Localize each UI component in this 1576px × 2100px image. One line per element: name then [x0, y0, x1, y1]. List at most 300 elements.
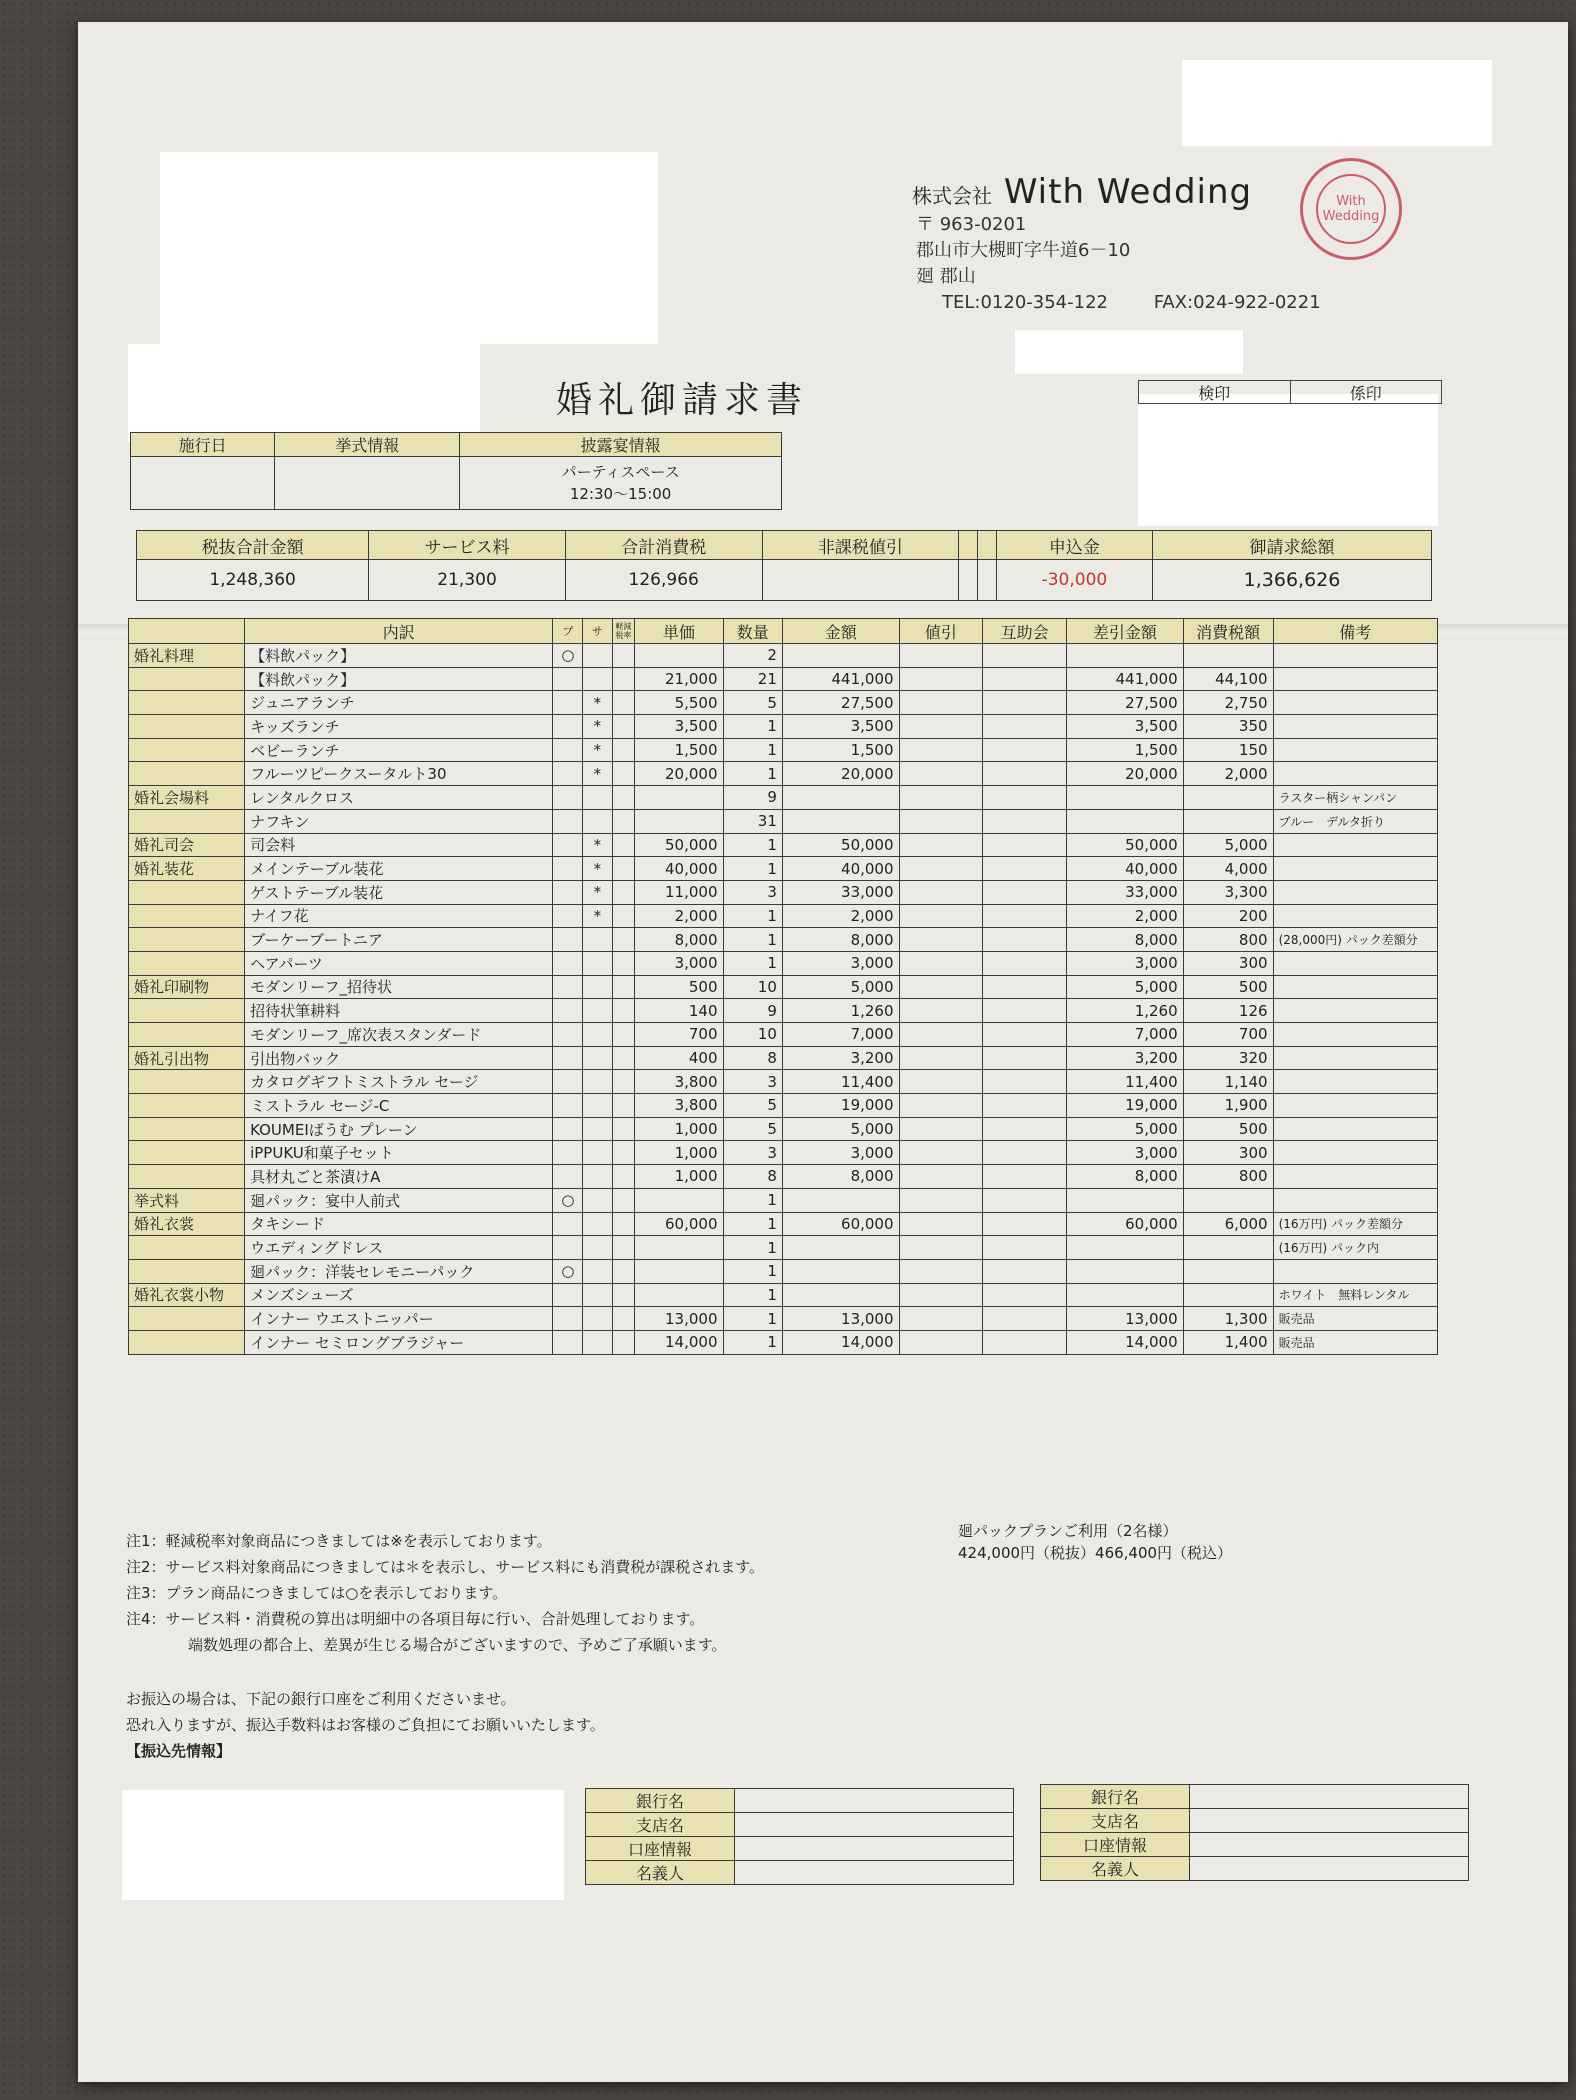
bank-value — [735, 1789, 1014, 1813]
transfer-header: 【振込先情報】 — [126, 1742, 232, 1760]
category-cell — [129, 1259, 245, 1283]
item-cell: 11,400 — [1067, 1070, 1184, 1094]
transfer-info — [126, 1686, 605, 1764]
category-cell — [129, 880, 245, 904]
bank-label: 口座情報 — [1041, 1833, 1190, 1857]
item-cell: モダンリーフ_席次表スタンダード — [245, 1023, 553, 1047]
item-cell: 販売品 — [1273, 1330, 1437, 1354]
item-cell — [635, 1188, 723, 1212]
item-cell: 5,500 — [635, 691, 723, 715]
item-cell — [899, 1283, 983, 1307]
item-cell: 33,000 — [782, 880, 899, 904]
item-cell — [899, 786, 983, 810]
bank-label: 銀行名 — [586, 1789, 735, 1813]
item-cell: 13,000 — [635, 1307, 723, 1331]
item-cell: 8,000 — [782, 1165, 899, 1189]
category-cell — [129, 1023, 245, 1047]
item-cell — [612, 1212, 635, 1236]
item-cell — [612, 999, 635, 1023]
item-cell: 3,800 — [635, 1070, 723, 1094]
redaction-staff — [1015, 330, 1243, 374]
item-cell — [553, 1283, 583, 1307]
table-row — [129, 1070, 1438, 1094]
item-cell — [1273, 1094, 1437, 1118]
item-cell: 31 — [723, 809, 782, 833]
item-cell — [899, 1141, 983, 1165]
item-cell — [1273, 691, 1437, 715]
plan-line-2: 424,000円（税抜）466,400円（税込） — [958, 1544, 1233, 1562]
item-cell — [553, 857, 583, 881]
item-cell: 10 — [723, 1023, 782, 1047]
item-cell — [899, 857, 983, 881]
item-cell: ウエディングドレス — [245, 1236, 553, 1260]
item-cell — [553, 1165, 583, 1189]
item-cell: 7,000 — [1067, 1023, 1184, 1047]
table-row — [129, 833, 1438, 857]
item-cell: * — [583, 738, 612, 762]
item-cell — [983, 857, 1067, 881]
item-cell — [1273, 1070, 1437, 1094]
item-cell — [583, 667, 612, 691]
item-cell: 50,000 — [635, 833, 723, 857]
item-cell — [899, 1188, 983, 1212]
item-cell — [1273, 1023, 1437, 1047]
item-cell — [1273, 1046, 1437, 1070]
item-cell: 400 — [635, 1046, 723, 1070]
item-cell — [553, 738, 583, 762]
item-cell — [899, 1094, 983, 1118]
category-cell — [129, 809, 245, 833]
item-cell: ○ — [553, 1188, 583, 1212]
col-quantity: 数量 — [723, 619, 782, 644]
item-cell: ナフキン — [245, 809, 553, 833]
item-cell — [782, 1283, 899, 1307]
item-cell — [553, 1117, 583, 1141]
item-cell: 300 — [1183, 951, 1273, 975]
item-cell — [612, 1330, 635, 1354]
item-cell — [612, 786, 635, 810]
item-cell — [899, 1330, 983, 1354]
info-header-date: 施行日 — [131, 433, 275, 457]
item-cell — [983, 1212, 1067, 1236]
item-cell: 2,000 — [1183, 762, 1273, 786]
item-cell: メンズシューズ — [245, 1283, 553, 1307]
item-cell — [1273, 1165, 1437, 1189]
col-plan: プ — [553, 619, 583, 644]
category-cell — [129, 1094, 245, 1118]
item-cell: 1,500 — [1067, 738, 1184, 762]
item-cell — [553, 999, 583, 1023]
item-cell — [612, 738, 635, 762]
item-cell — [612, 1188, 635, 1212]
item-cell — [583, 1330, 612, 1354]
item-cell — [983, 715, 1067, 739]
item-cell: 1,000 — [635, 1141, 723, 1165]
item-cell — [983, 1236, 1067, 1260]
item-cell — [983, 1070, 1067, 1094]
note-4: 注4：サービス料・消費税の算出は明細中の各項目毎に行い、合計処理しております。 — [126, 1610, 705, 1628]
item-cell — [899, 904, 983, 928]
item-cell — [899, 1117, 983, 1141]
table-row — [129, 928, 1438, 952]
item-cell — [583, 999, 612, 1023]
item-cell — [1273, 762, 1437, 786]
item-cell — [635, 1283, 723, 1307]
table-row — [129, 1259, 1438, 1283]
company-postal: 〒 963-0201 — [916, 214, 1027, 235]
item-cell: インナー セミロングブラジャー — [245, 1330, 553, 1354]
info-header-ceremony: 挙式情報 — [275, 433, 460, 457]
item-cell — [983, 1023, 1067, 1047]
item-cell: * — [583, 833, 612, 857]
item-cell — [1183, 644, 1273, 668]
item-cell: 1 — [723, 715, 782, 739]
item-cell: 8 — [723, 1046, 782, 1070]
item-cell — [1273, 667, 1437, 691]
item-cell — [612, 880, 635, 904]
item-cell — [899, 691, 983, 715]
item-cell — [983, 1330, 1067, 1354]
bank-value — [1190, 1809, 1469, 1833]
item-cell: 20,000 — [782, 762, 899, 786]
item-cell: 13,000 — [1067, 1307, 1184, 1331]
category-cell — [129, 1236, 245, 1260]
item-cell — [899, 833, 983, 857]
item-cell: 500 — [1183, 975, 1273, 999]
item-cell: * — [583, 857, 612, 881]
item-cell: 60,000 — [782, 1212, 899, 1236]
totals-header-4 — [959, 531, 978, 560]
item-cell — [553, 715, 583, 739]
category-cell: 挙式料 — [129, 1188, 245, 1212]
item-cell — [983, 1094, 1067, 1118]
item-cell: 販売品 — [1273, 1307, 1437, 1331]
item-cell: 50,000 — [782, 833, 899, 857]
item-cell: 1,900 — [1183, 1094, 1273, 1118]
item-cell — [983, 644, 1067, 668]
item-cell — [983, 667, 1067, 691]
item-cell — [583, 928, 612, 952]
notes — [126, 1528, 764, 1658]
category-cell — [129, 928, 245, 952]
item-cell: 1 — [723, 1259, 782, 1283]
item-cell: ○ — [553, 644, 583, 668]
item-cell: 引出物バック — [245, 1046, 553, 1070]
item-cell: 3 — [723, 1141, 782, 1165]
item-cell: 1 — [723, 857, 782, 881]
item-cell — [553, 880, 583, 904]
item-cell — [612, 833, 635, 857]
item-cell — [553, 975, 583, 999]
col-service: サ — [583, 619, 612, 644]
item-cell: 6,000 — [1183, 1212, 1273, 1236]
item-cell: 招待状筆耕料 — [245, 999, 553, 1023]
item-cell — [983, 1259, 1067, 1283]
table-row — [129, 1330, 1438, 1354]
table-row — [129, 715, 1438, 739]
totals-value-2: 126,966 — [565, 560, 762, 601]
item-cell: 19,000 — [782, 1094, 899, 1118]
item-cell: * — [583, 904, 612, 928]
item-cell — [1067, 1236, 1184, 1260]
item-cell — [553, 1046, 583, 1070]
item-cell: ゲストテーブル装花 — [245, 880, 553, 904]
item-cell — [553, 809, 583, 833]
category-cell — [129, 667, 245, 691]
item-cell — [583, 951, 612, 975]
category-cell — [129, 1117, 245, 1141]
item-cell: 2,000 — [782, 904, 899, 928]
item-cell: 3 — [723, 1070, 782, 1094]
table-row — [129, 786, 1438, 810]
item-cell: キッズランチ — [245, 715, 553, 739]
category-cell — [129, 1070, 245, 1094]
col-discount: 値引 — [899, 619, 983, 644]
item-cell: 2,750 — [1183, 691, 1273, 715]
item-cell — [899, 667, 983, 691]
item-cell — [612, 1283, 635, 1307]
item-cell: 具材丸ごと茶漬けA — [245, 1165, 553, 1189]
col-description: 内訳 — [245, 619, 553, 644]
item-cell — [1273, 1188, 1437, 1212]
item-cell — [1183, 809, 1273, 833]
table-row — [129, 1117, 1438, 1141]
item-cell — [983, 1141, 1067, 1165]
item-cell: 3,800 — [635, 1094, 723, 1118]
item-cell: 2,000 — [635, 904, 723, 928]
item-cell: 3,500 — [635, 715, 723, 739]
event-info-table — [130, 432, 782, 510]
item-cell — [899, 880, 983, 904]
item-cell — [983, 951, 1067, 975]
item-cell: 500 — [1183, 1117, 1273, 1141]
item-cell: フルーツピークスータルト30 — [245, 762, 553, 786]
item-cell: iPPUKU和菓子セット — [245, 1141, 553, 1165]
item-cell — [1273, 951, 1437, 975]
item-cell: メインテーブル装花 — [245, 857, 553, 881]
item-cell — [612, 904, 635, 928]
item-cell: 3,200 — [782, 1046, 899, 1070]
item-cell: 3,000 — [1067, 951, 1184, 975]
item-cell: 27,500 — [1067, 691, 1184, 715]
item-cell: 150 — [1183, 738, 1273, 762]
item-cell: タキシード — [245, 1212, 553, 1236]
item-cell: * — [583, 880, 612, 904]
item-cell — [1273, 1117, 1437, 1141]
item-cell: 300 — [1183, 1141, 1273, 1165]
item-cell — [635, 1259, 723, 1283]
item-cell: ジュニアランチ — [245, 691, 553, 715]
item-cell — [553, 1330, 583, 1354]
item-cell — [553, 833, 583, 857]
item-cell — [612, 809, 635, 833]
totals-value-5 — [978, 560, 997, 601]
bank-value — [735, 1837, 1014, 1861]
item-cell: * — [583, 762, 612, 786]
table-row — [129, 1212, 1438, 1236]
table-row — [129, 1165, 1438, 1189]
table-row — [129, 667, 1438, 691]
item-cell — [583, 786, 612, 810]
col-unit-price: 単価 — [635, 619, 723, 644]
item-cell — [583, 644, 612, 668]
col-mutual-aid: 互助会 — [983, 619, 1067, 644]
bank-value — [1190, 1833, 1469, 1857]
item-cell: 1 — [723, 1188, 782, 1212]
item-cell — [899, 644, 983, 668]
item-cell — [1273, 975, 1437, 999]
table-row — [129, 904, 1438, 928]
company-branch: 廻 郡山 — [916, 266, 976, 287]
item-cell: 5 — [723, 1094, 782, 1118]
item-cell: 1,500 — [782, 738, 899, 762]
redaction-recipient-2 — [128, 344, 480, 442]
col-tax: 消費税額 — [1183, 619, 1273, 644]
item-cell: 441,000 — [1067, 667, 1184, 691]
item-cell: 800 — [1183, 928, 1273, 952]
item-cell: 8 — [723, 1165, 782, 1189]
item-cell — [1183, 1283, 1273, 1307]
col-amount: 金額 — [782, 619, 899, 644]
item-cell — [553, 1307, 583, 1331]
totals-header-6: 申込金 — [996, 531, 1152, 560]
redaction-stamps — [1138, 394, 1438, 526]
reception-time: 12:30～15:00 — [569, 485, 672, 503]
item-cell — [553, 951, 583, 975]
item-cell: * — [583, 691, 612, 715]
item-cell: 3,200 — [1067, 1046, 1184, 1070]
item-cell — [983, 928, 1067, 952]
item-cell — [983, 762, 1067, 786]
bank-label: 支店名 — [586, 1813, 735, 1837]
item-cell: 40,000 — [782, 857, 899, 881]
item-cell — [782, 644, 899, 668]
item-cell — [612, 975, 635, 999]
item-cell: 200 — [1183, 904, 1273, 928]
table-row — [129, 1023, 1438, 1047]
item-cell: 1 — [723, 951, 782, 975]
item-cell — [1183, 1259, 1273, 1283]
table-row — [129, 1307, 1438, 1331]
item-cell — [612, 715, 635, 739]
table-row — [129, 1046, 1438, 1070]
category-cell: 婚礼司会 — [129, 833, 245, 857]
item-cell — [612, 1141, 635, 1165]
category-cell — [129, 762, 245, 786]
item-cell: 20,000 — [1067, 762, 1184, 786]
company-address: 郡山市大槻町字牛道6－10 — [916, 240, 1131, 261]
item-cell — [1273, 1141, 1437, 1165]
item-cell: 21,000 — [635, 667, 723, 691]
stamp-boxes — [1138, 380, 1442, 404]
category-cell: 婚礼衣裳 — [129, 1212, 245, 1236]
item-cell — [782, 786, 899, 810]
item-cell: 1,400 — [1183, 1330, 1273, 1354]
item-cell — [1067, 786, 1184, 810]
table-row — [129, 1094, 1438, 1118]
item-cell: 1 — [723, 833, 782, 857]
category-cell: 婚礼会場料 — [129, 786, 245, 810]
item-cell: 60,000 — [1067, 1212, 1184, 1236]
item-cell — [1067, 1259, 1184, 1283]
item-cell: 2,000 — [1067, 904, 1184, 928]
item-cell: 11,000 — [635, 880, 723, 904]
item-cell: ナイフ花 — [245, 904, 553, 928]
item-cell — [899, 951, 983, 975]
item-cell — [553, 904, 583, 928]
item-cell — [553, 1141, 583, 1165]
item-cell: ブーケーブートニア — [245, 928, 553, 952]
item-cell: (28,000円) パック差額分 — [1273, 928, 1437, 952]
item-cell — [983, 738, 1067, 762]
item-cell: (16万円) パック差額分 — [1273, 1212, 1437, 1236]
table-row — [129, 762, 1438, 786]
item-cell: 1 — [723, 1307, 782, 1331]
table-row — [129, 1283, 1438, 1307]
page-title: 婚礼御請求書 — [556, 380, 809, 421]
item-cell — [583, 1117, 612, 1141]
redaction-bank-holder — [122, 1790, 564, 1900]
line-items-table — [128, 618, 1438, 1355]
item-cell — [583, 1212, 612, 1236]
item-cell — [983, 833, 1067, 857]
redaction-recipient — [160, 152, 658, 344]
item-cell: 14,000 — [782, 1330, 899, 1354]
item-cell — [553, 667, 583, 691]
item-cell — [782, 1259, 899, 1283]
item-cell: 司会料 — [245, 833, 553, 857]
item-cell: 廻パック：洋装セレモニーパック — [245, 1259, 553, 1283]
item-cell: ベビーランチ — [245, 738, 553, 762]
item-cell — [553, 762, 583, 786]
item-cell: 40,000 — [635, 857, 723, 881]
table-row — [129, 738, 1438, 762]
item-cell — [899, 809, 983, 833]
item-cell: 500 — [635, 975, 723, 999]
item-cell: 8,000 — [1067, 928, 1184, 952]
item-cell: 19,000 — [1067, 1094, 1184, 1118]
item-cell — [1067, 1188, 1184, 1212]
item-cell — [782, 1188, 899, 1212]
item-cell — [899, 762, 983, 786]
item-cell — [983, 691, 1067, 715]
item-cell: 126 — [1183, 999, 1273, 1023]
item-cell: 8,000 — [1067, 1165, 1184, 1189]
item-cell — [612, 1094, 635, 1118]
table-row — [129, 1188, 1438, 1212]
item-cell: ヘアパーツ — [245, 951, 553, 975]
item-cell — [899, 715, 983, 739]
category-cell — [129, 738, 245, 762]
item-cell — [583, 1236, 612, 1260]
item-cell — [583, 1259, 612, 1283]
item-cell: 40,000 — [1067, 857, 1184, 881]
item-cell — [583, 809, 612, 833]
info-date-cell — [131, 457, 275, 510]
item-cell: 1,500 — [635, 738, 723, 762]
item-cell — [612, 928, 635, 952]
item-cell — [983, 1307, 1067, 1331]
item-cell — [583, 975, 612, 999]
bank-table-1 — [585, 1788, 1014, 1885]
table-row — [129, 644, 1438, 668]
company-name-text: With Wedding — [1003, 172, 1253, 212]
item-cell — [899, 1023, 983, 1047]
item-cell — [612, 857, 635, 881]
item-cell: 3 — [723, 880, 782, 904]
item-cell: 14,000 — [635, 1330, 723, 1354]
item-cell — [1273, 1259, 1437, 1283]
